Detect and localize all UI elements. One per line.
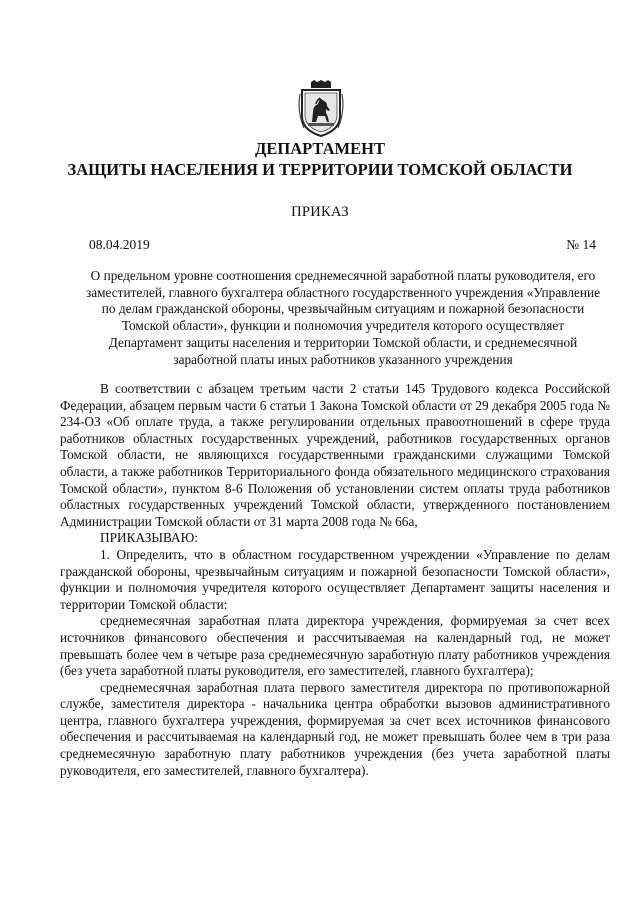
subitem-deputies-salary: среднемесячная заработная плата первого заместителя директора по противопожарной службе, заместителя директора - начальника центра обработки вызовов административного центра, главного бухгалтера учреждения, формируемая за счет всех источников финансового обеспечения и рассчитываемая на календарный год, не может превышать более чем в три раза среднемесячную заработную плату работников учреждения (без учета заработной платы руководителя, его заместителей, главного бухгалтера). [60,679,610,778]
subject-line: Томской области», функции и полномочия учредителя которого осуществляет [121,318,565,334]
order-date: 08.04.2019 [89,237,150,252]
subject-line: О предельном уровне соотношения среднемесячной заработной платы руководителя, его [90,268,596,283]
subject-line: по делам гражданской обороны, чрезвычайным ситуациям и пожарной безопасности [101,301,585,317]
order-number: № 14 [566,237,596,252]
subject-line: Департамент защиты населения и территории Томской области, и среднемесячной [108,334,578,350]
decree-word: ПРИКАЗЫВАЮ: [100,530,198,546]
order-body [60,381,610,779]
item-1-paragraph: 1. Определить, что в областном государственном учреждении «Управление по делам гражданской обороны, чрезвычайным ситуациям и пожарной безопасности Томской области», функции и полномочия учредителя которого осуществляет Департамент защиты населения и территории Томской области: [60,546,610,612]
department-name-line2: ЗАЩИТЫ НАСЕЛЕНИЯ И ТЕРРИТОРИИ ТОМСКОЙ ОБЛАСТИ [67,160,573,179]
preamble-paragraph: В соответствии с абзацем третьим части 2 статьи 145 Трудового кодекса Российской Федерации, абзацем первым части 6 статьи 1 Закона Томской области от 29 декабря 2005 года № 234-ОЗ «Об оплате труда, а также регулировании отдельных правоотношений в сфере труда работников областных государственных учреждений, работников государственных органов Томской области, не являющихся государственными гражданскими служащими Томской области, а также работников Территориального фонда обязательного медицинского страхования Томской области», пунктом 8-6 Положения об установлении систем оплаты труда работников областных государственных учреждений Томской области, утвержденного постановлением Администрации Томской области от 31 марта 2008 года № 66а, [60,381,610,529]
order-title: ПРИКАЗ [291,204,349,220]
subitem-director-salary: среднемесячная заработная плата директора учреждения, формируемая за счет всех источников финансового обеспечения и рассчитываемая на календарный год, не может превышать более чем в четыре раза среднемесячную заработную плату работников учреждения (без учета заработной платы руководителя, его заместителей, главного бухгалтера); [60,613,610,679]
subject-line: заработной платы иных работников указанного учреждения [173,351,513,367]
tomsk-region-coat-of-arms-icon [296,80,346,138]
subject-line: заместителей, главного бухгалтера областного государственного учреждения «Управление [85,284,601,300]
department-name-line1: ДЕПАРТАМЕНТ [255,139,385,158]
order-subject [60,268,626,368]
